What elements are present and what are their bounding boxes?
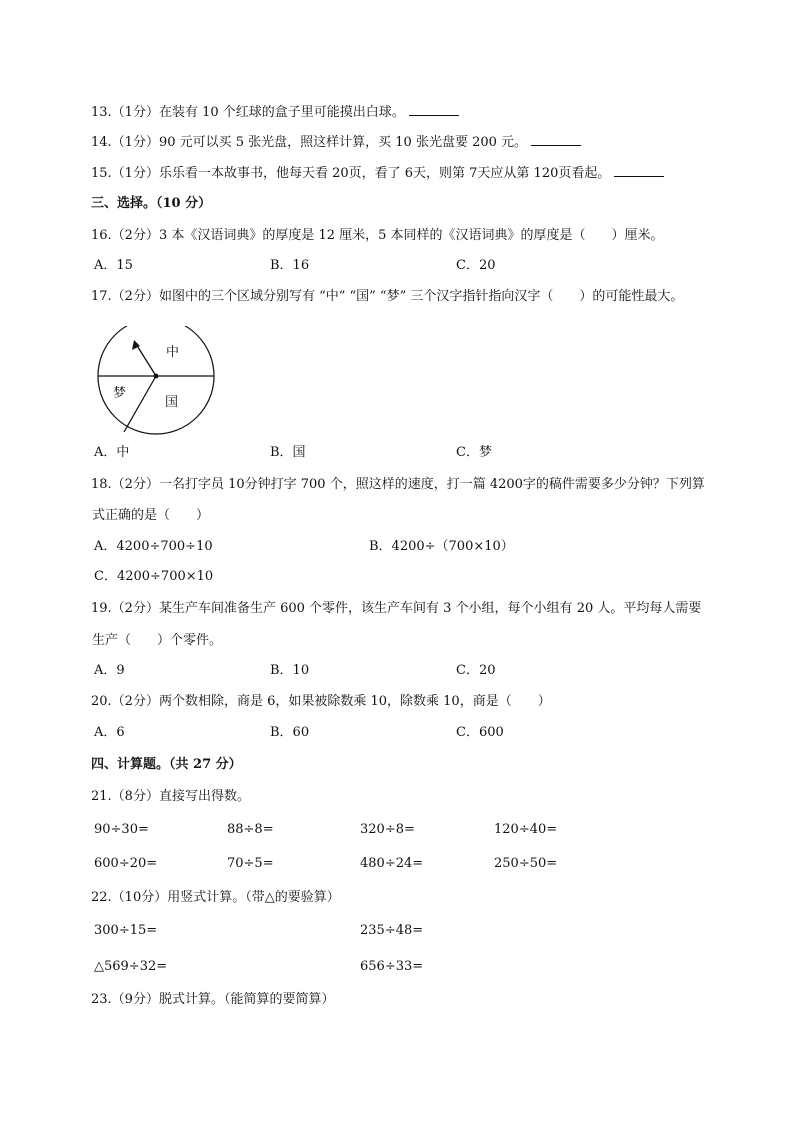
question-22-text: 22.（10分）用竖式计算。（带△的要验算）	[91, 890, 340, 905]
calc-item: 320÷8=	[360, 822, 415, 837]
option-b[interactable]: B．国	[270, 445, 306, 460]
section-3-title: 三、选择。（10 分）	[91, 196, 212, 211]
calc-item: 250÷50=	[494, 856, 558, 871]
spinner-divider	[124, 376, 156, 432]
answer-blank[interactable]	[409, 103, 459, 116]
spinner-circle	[98, 326, 214, 434]
question-20-text: 20.（2分）两个数相除，商是 6，如果被除数乘 10，除数乘 10，商是（ ）	[91, 694, 551, 709]
question-17-text: 17.（2分）如图中的三个区域分别写有 “中” “国” “梦” 三个汉字指针指向汉字（ ）的可能性最大。	[91, 289, 684, 304]
calc-item: 480÷24=	[360, 856, 424, 871]
option-c[interactable]: C．梦	[456, 445, 492, 460]
spinner-label-meng: 梦	[113, 386, 127, 401]
question-19-text-cont: 生产（ ）个零件。	[92, 633, 223, 648]
spinner-pointer	[136, 344, 156, 376]
option-a[interactable]: A．4200÷700÷10	[94, 539, 213, 554]
calc-item: 70÷5=	[227, 856, 274, 871]
spinner-label-zhong: 中	[166, 345, 180, 360]
question-13	[91, 103, 459, 122]
option-c[interactable]: C．20	[456, 663, 496, 678]
option-b[interactable]: B．4200÷（700×10）	[369, 539, 514, 554]
question-18-text-cont: 式正确的是（ ）	[92, 508, 210, 523]
option-a[interactable]: A．6	[94, 725, 125, 740]
calc-item: △569÷32=	[94, 959, 168, 974]
spinner-label-guo: 国	[165, 395, 179, 410]
question-23-text: 23.（9分）脱式计算。（能简算的要简算）	[91, 992, 335, 1007]
option-b[interactable]: B．60	[270, 725, 310, 740]
section-4-title: 四、计算题。（共 27 分）	[91, 757, 242, 772]
calc-item: 90÷30=	[94, 822, 149, 837]
option-c[interactable]: C．4200÷700×10	[94, 569, 214, 584]
option-c[interactable]: C．600	[456, 725, 504, 740]
calc-item: 600÷20=	[94, 856, 158, 871]
calc-item: 656÷33=	[360, 959, 424, 974]
question-13-text: 13.（1分）在装有 10 个红球的盒子里可能摸出白球。	[91, 105, 405, 120]
calc-item: 88÷8=	[227, 822, 274, 837]
question-19-text: 19.（2分）某生产车间准备生产 600 个零件，该生产车间有 3 个小组，每个小组有 20 人。平均每人需要	[91, 601, 702, 616]
option-c[interactable]: C．20	[456, 258, 496, 273]
answer-blank[interactable]	[614, 164, 664, 177]
option-b[interactable]: B．10	[270, 663, 310, 678]
calc-item: 120÷40=	[494, 822, 558, 837]
calc-item: 300÷15=	[94, 923, 158, 938]
option-b[interactable]: B．16	[270, 258, 310, 273]
question-16-text: 16.（2分）3 本《汉语词典》的厚度是 12 厘米，5 本同样的《汉语词典》的厚度是（ ）厘米。	[91, 228, 664, 243]
option-a[interactable]: A．9	[94, 663, 125, 678]
spinner-center	[154, 374, 159, 379]
question-14-text: 14.（1分）90 元可以买 5 张光盘，照这样计算，买 10 张光盘要 200 元。	[91, 135, 528, 150]
option-a[interactable]: A．15	[94, 258, 133, 273]
question-18-text: 18.（2分）一名打字员 10分钟打字 700 个，照这样的速度，打一篇 4200字的稿件需要多少分钟？下列算	[91, 477, 705, 492]
question-14	[91, 133, 581, 152]
question-15	[91, 164, 664, 183]
question-15-text: 15.（1分）乐乐看一本故事书，他每天看 20页，看了 6天，则第 7天应从第 120页看起。	[91, 166, 611, 181]
question-21-text: 21.（8分）直接写出得数。	[91, 789, 250, 804]
calc-item: 235÷48=	[360, 923, 424, 938]
spinner-diagram	[96, 326, 218, 440]
answer-blank[interactable]	[531, 133, 581, 146]
option-a[interactable]: A．中	[94, 445, 130, 460]
